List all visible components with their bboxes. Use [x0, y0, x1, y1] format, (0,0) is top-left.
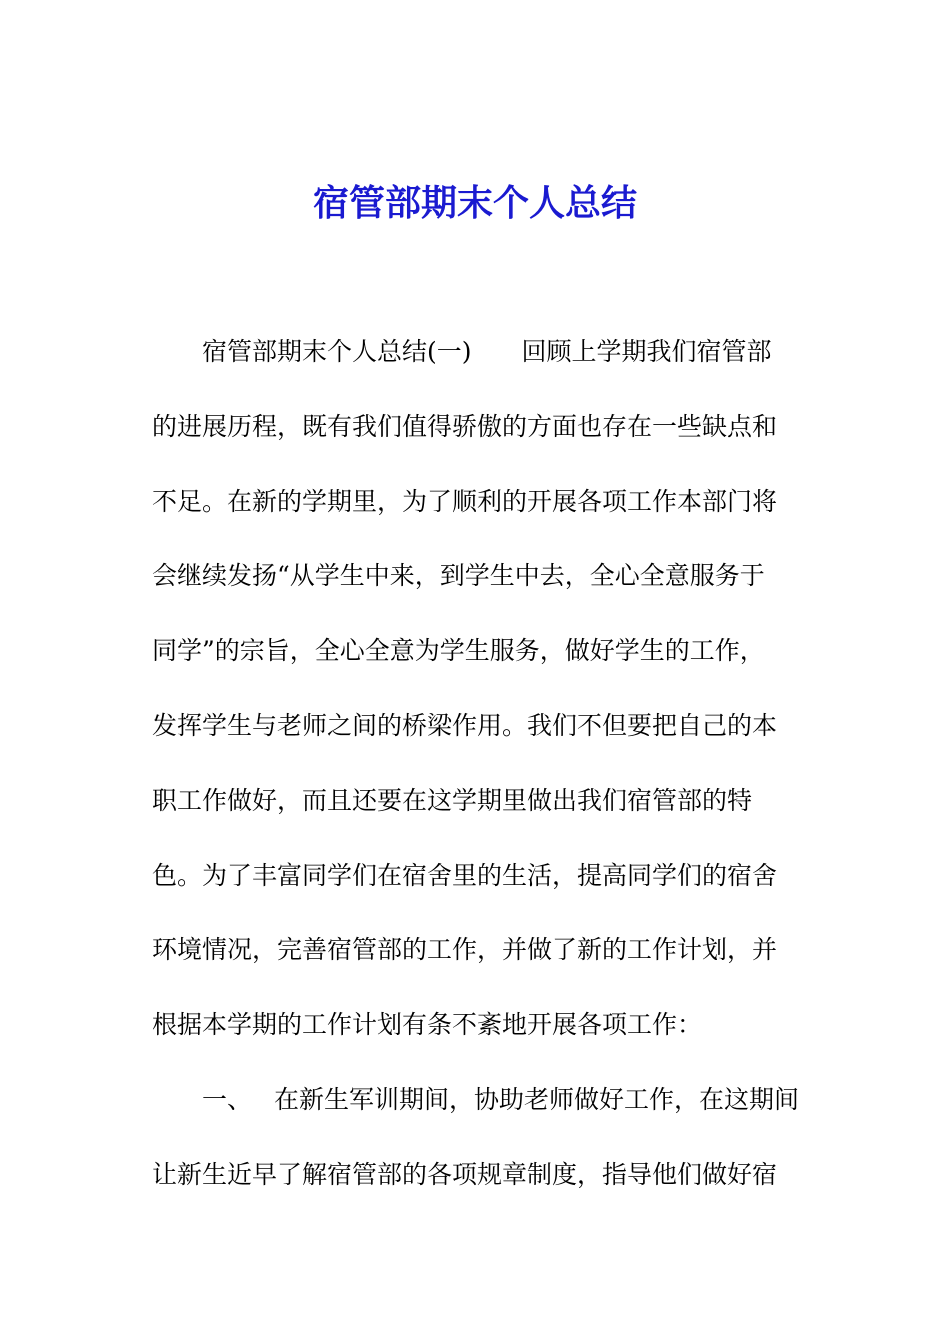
paragraph-line: 职工作做好，而且还要在这学期里做出我们宿管部的特	[152, 785, 753, 815]
paragraph-line	[152, 332, 812, 407]
document-body	[152, 332, 812, 1230]
paragraph-line: 会继续发扬“从学生中来，到学生中去，全心全意服务于	[152, 561, 765, 591]
paragraph-text: 回顾上学期我们宿管部	[521, 337, 772, 366]
section-heading: 宿管部期末个人总结(一)	[202, 337, 472, 366]
paragraph-line	[152, 1080, 812, 1155]
paragraph-line: 的进展历程，既有我们值得骄傲的方面也存在一些缺点和	[152, 411, 778, 441]
paragraph-line: 色。为了丰富同学们在宿舍里的生活，提高同学们的宿舍	[152, 860, 778, 890]
paragraph-line: 不足。在新的学期里，为了顺利的开展各项工作本部门将	[152, 486, 778, 516]
paragraph-line: 环境情况，完善宿管部的工作，并做了新的工作计划，并	[152, 935, 778, 965]
paragraph-line: 发挥学生与老师之间的桥梁作用。我们不但要把自己的本	[152, 710, 778, 740]
document-title: 宿管部期末个人总结	[312, 183, 637, 224]
paragraph-line: 根据本学期的工作计划有条不紊地开展各项工作：	[152, 1010, 703, 1040]
paragraph-line: 同学”的宗旨，全心全意为学生服务，做好学生的工作，	[152, 636, 765, 666]
list-marker: 一、	[202, 1084, 253, 1114]
paragraph-text: 在新生军训期间，协助老师做好工作，在这期间	[274, 1084, 800, 1114]
paragraph-line: 让新生近早了解宿管部的各项规章制度，指导他们做好宿	[152, 1159, 778, 1189]
